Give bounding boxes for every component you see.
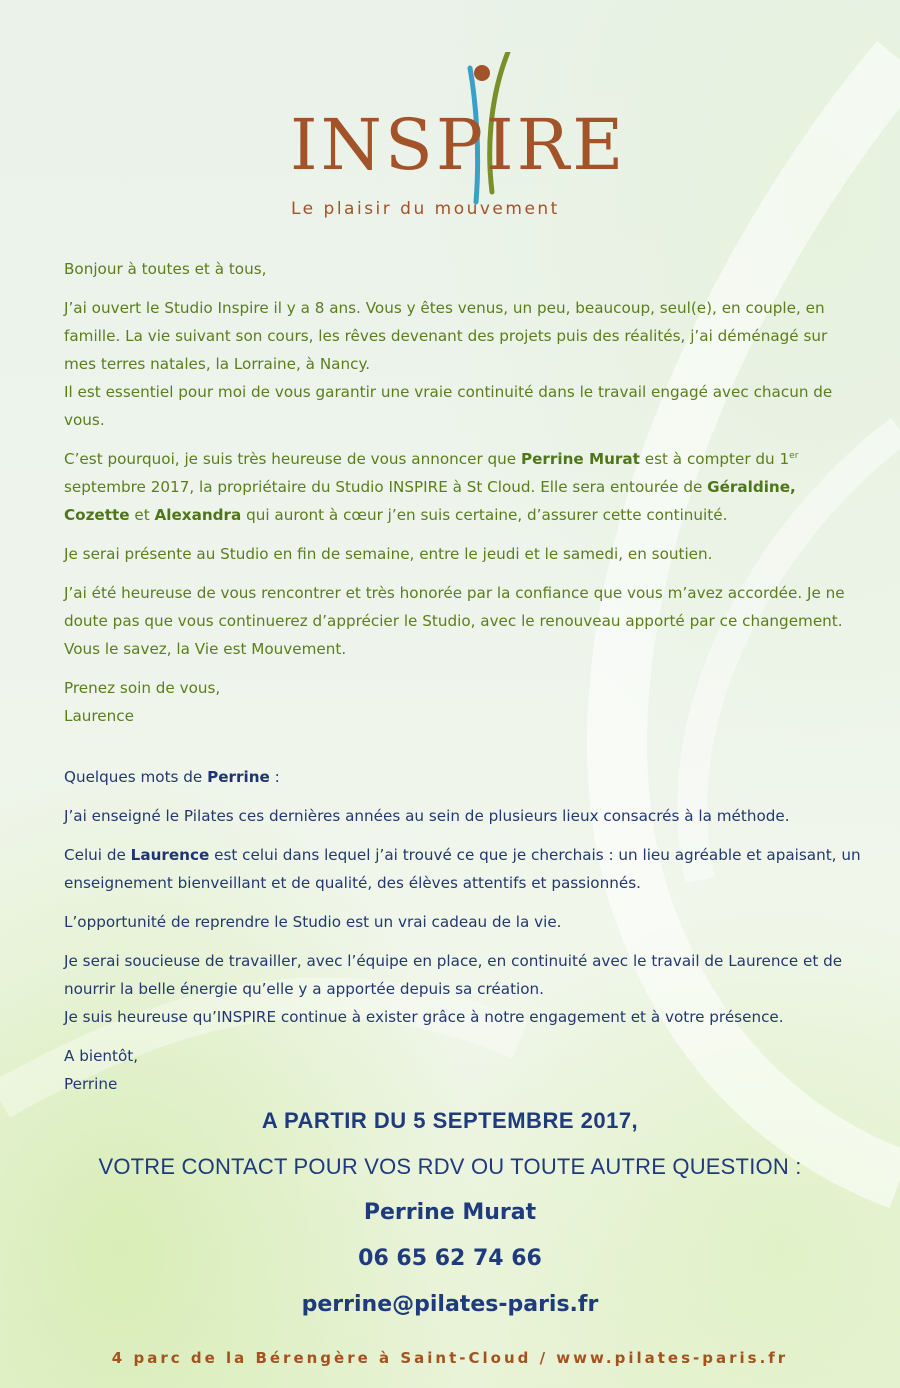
contact-email-link[interactable]: perrine@pilates-paris.fr (301, 1292, 599, 1317)
perrine-paragraph: J’ai enseigné le Pilates ces dernières années au sein de plusieurs lieux consacrés à la méthode. (64, 807, 790, 825)
contact-date-heading: A PARTIR DU 5 SEPTEMBRE 2017, (261, 1108, 639, 1133)
footer-address: 4 parc de la Bérengère à Saint-Cloud / www.pilates-paris.fr (111, 1349, 789, 1367)
name-alexandra: Alexandra (154, 506, 242, 524)
perrine-paragraph: Je serai soucieuse de travailler, avec l’équipe en place, en continuité avec le travail de Laurence et de nourrir la belle énergie qu’elle y a apportée depuis sa création. Je suis heureuse qu’INSPIRE continue à exister grâce à notre engagement et à votre présence. (64, 952, 843, 1026)
perrine-paragraph: Celui de Laurence est celui dans lequel j’ai trouvé ce que je cherchais : un lieu agréable et apaisant, un enseignement bienveillant et de qualité, des élèves attentifs et passionnés. (64, 846, 861, 892)
laurence-letter (64, 255, 864, 741)
tagline: Le plaisir du mouvement (291, 199, 560, 219)
name-perrine-murat: Perrine Murat (520, 450, 640, 468)
name-team: Géraldine, Cozette (64, 478, 796, 524)
greeting: Bonjour à toutes et à tous, (64, 260, 267, 278)
contact-phone[interactable]: 06 65 62 74 66 (358, 1246, 542, 1271)
letter-signoff: Prenez soin de vous, Laurence (64, 679, 221, 725)
letter-paragraph: J’ai ouvert le Studio Inspire il y a 8 ans. Vous y êtes venus, un peu, beaucoup, seul(e), en couple, en famille. La vie suivant son cours, les rêves devenant des projets puis des réalités, j’ai déménagé sur mes terres natales, la Lorraine, à Nancy. Il est essentiel pour moi de vous garantir une vraie continuité dans le travail engagé avec chacun de vous. (64, 299, 833, 429)
contact-name: Perrine Murat (363, 1200, 537, 1225)
perrine-message (64, 763, 864, 1109)
logo-wordmark: INSPIRE (290, 104, 627, 186)
letter-paragraph: Je serai présente au Studio en fin de semaine, entre le jeudi et le samedi, en soutien. (64, 545, 713, 563)
letter-paragraph: J’ai été heureuse de vous rencontrer et très honorée par la confiance que vous m’avez accordée. Je ne doute pas que vous continuerez d’apprécier le Studio, avec le renouveau apporté par ce changement. Vous le savez, la Vie est Mouvement. (64, 584, 845, 658)
letter-paragraph: C’est pourquoi, je suis très heureuse de vous annoncer que Perrine Murat est à compter du 1er septembre 2017, la propriétaire du Studio INSPIRE à St Cloud. Elle sera entourée de Géraldine, Cozette et Alexandra qui auront à cœur j’en suis certaine, d’assurer cette continuité. (64, 450, 799, 524)
contact-question-heading: VOTRE CONTACT POUR VOS RDV OU TOUTE AUTRE QUESTION : (98, 1154, 802, 1179)
perrine-intro: Quelques mots de Perrine : (64, 768, 280, 786)
perrine-paragraph: L’opportunité de reprendre le Studio est un vrai cadeau de la vie. (64, 913, 562, 931)
inspire-logo (280, 52, 627, 222)
perrine-signoff: A bientôt, Perrine (64, 1047, 139, 1093)
